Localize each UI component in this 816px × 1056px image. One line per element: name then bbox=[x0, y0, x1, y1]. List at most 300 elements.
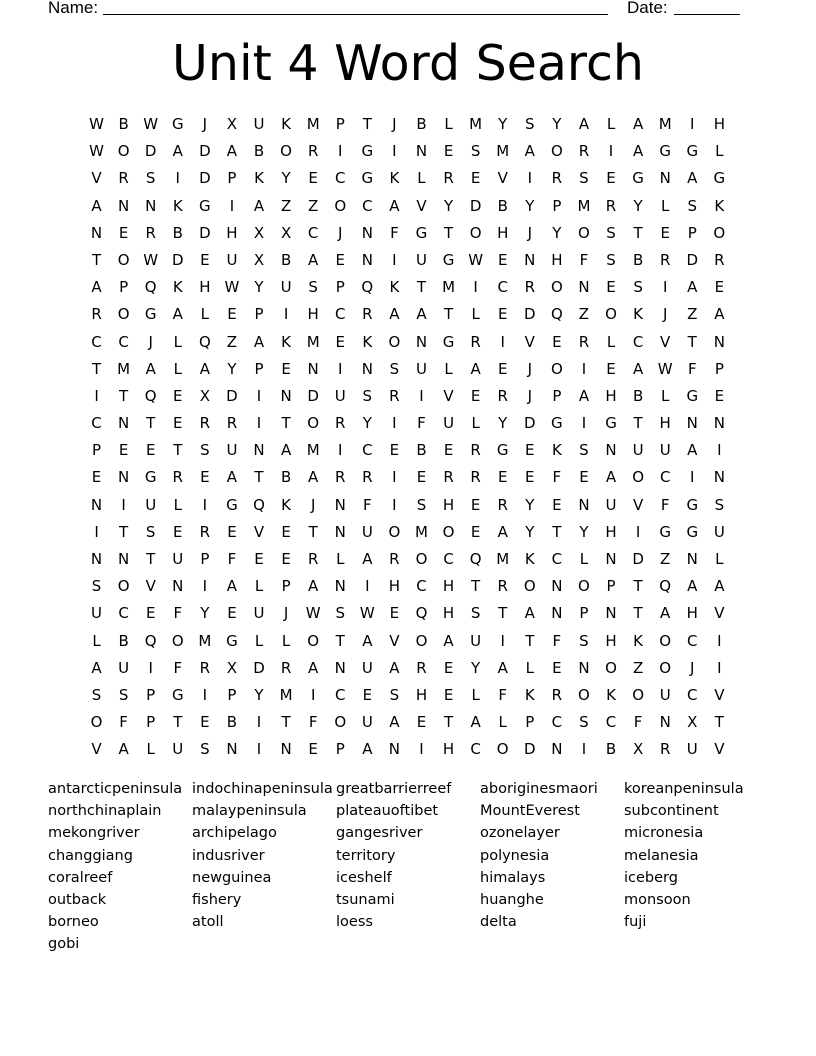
word-list bbox=[48, 778, 788, 956]
grid-letter: U bbox=[361, 522, 373, 541]
grid-letter: T bbox=[362, 115, 372, 133]
grid-letter: L bbox=[661, 196, 670, 215]
grid-letter: A bbox=[226, 142, 238, 161]
grid-letter: L bbox=[661, 386, 670, 405]
grid-letter: T bbox=[687, 332, 697, 351]
grid-letter: S bbox=[118, 685, 129, 704]
grid-letter: I bbox=[256, 414, 262, 433]
grid-letter: M bbox=[496, 142, 510, 161]
grid-letter: K bbox=[633, 305, 644, 324]
grid-letter: E bbox=[118, 441, 129, 460]
grid-letter: N bbox=[307, 359, 319, 378]
grid-letter: R bbox=[226, 414, 238, 433]
grid-letter: J bbox=[690, 658, 695, 677]
grid-letter: L bbox=[444, 115, 453, 133]
grid-letter: G bbox=[226, 631, 238, 650]
grid-letter: T bbox=[119, 522, 129, 541]
grid-letter: B bbox=[253, 142, 265, 161]
grid-letter: H bbox=[713, 115, 725, 133]
grid-letter: S bbox=[606, 250, 616, 269]
grid-letter: R bbox=[578, 332, 590, 351]
grid-letter: N bbox=[90, 495, 103, 514]
grid-letter: Q bbox=[659, 577, 672, 596]
grid-letter: R bbox=[362, 305, 373, 324]
word-list-item: archipelago bbox=[192, 825, 277, 842]
grid-letter: N bbox=[578, 495, 590, 514]
grid-letter: R bbox=[470, 468, 481, 487]
grid-row bbox=[83, 573, 733, 600]
grid-letter: S bbox=[579, 631, 589, 650]
grid-letter: Q bbox=[144, 631, 157, 650]
grid-letter: X bbox=[226, 658, 238, 677]
grid-letter: M bbox=[415, 522, 428, 541]
grid-letter: C bbox=[551, 713, 563, 732]
grid-letter: L bbox=[715, 550, 724, 568]
grid-letter: Y bbox=[254, 278, 264, 297]
grid-letter: I bbox=[608, 142, 614, 161]
word-list-item: melanesia bbox=[624, 847, 699, 864]
grid-letter: S bbox=[389, 359, 400, 378]
grid-letter: C bbox=[91, 414, 102, 433]
word-list-item: delta bbox=[480, 914, 517, 931]
grid-letter: F bbox=[552, 631, 562, 650]
grid-letter: K bbox=[281, 115, 291, 133]
grid-letter: A bbox=[389, 305, 400, 324]
grid-letter: L bbox=[254, 577, 264, 596]
grid-row bbox=[83, 464, 733, 491]
grid-letter: P bbox=[606, 577, 616, 596]
grid-letter: A bbox=[308, 658, 319, 677]
grid-letter: A bbox=[91, 196, 102, 215]
grid-letter: E bbox=[173, 414, 183, 433]
grid-letter: B bbox=[172, 223, 183, 242]
grid-letter: M bbox=[198, 631, 212, 650]
grid-letter: Z bbox=[687, 305, 698, 324]
grid-letter: C bbox=[659, 468, 671, 487]
grid-letter: A bbox=[172, 142, 183, 161]
grid-letter: C bbox=[416, 577, 427, 596]
grid-letter: R bbox=[199, 658, 211, 677]
grid-letter: F bbox=[363, 495, 372, 514]
grid-letter: H bbox=[551, 250, 563, 269]
grid-letter: I bbox=[581, 414, 587, 433]
grid-letter: H bbox=[497, 223, 509, 242]
grid-letter: W bbox=[657, 359, 673, 378]
grid-row bbox=[83, 138, 733, 165]
grid-letter: C bbox=[632, 332, 644, 351]
grid-letter: N bbox=[578, 658, 590, 677]
grid-letter: H bbox=[605, 386, 617, 405]
grid-letter: N bbox=[578, 278, 590, 297]
grid-letter: N bbox=[551, 604, 563, 623]
grid-letter: A bbox=[362, 740, 373, 759]
word-list-item: indochinapeninsula bbox=[192, 781, 333, 797]
grid-letter: A bbox=[118, 740, 129, 759]
grid-letter: S bbox=[470, 604, 481, 623]
grid-letter: E bbox=[497, 468, 508, 487]
grid-letter: U bbox=[226, 441, 238, 460]
grid-letter: S bbox=[145, 169, 156, 188]
grid-letter: O bbox=[496, 740, 509, 759]
grid-letter: R bbox=[118, 169, 129, 188]
grid-letter: R bbox=[335, 468, 346, 487]
grid-letter: N bbox=[118, 468, 130, 487]
grid-letter: R bbox=[714, 250, 725, 269]
grid-letter: V bbox=[660, 332, 671, 351]
grid-letter: E bbox=[497, 305, 508, 324]
grid-letter: L bbox=[471, 414, 480, 433]
grid-letter: L bbox=[525, 658, 534, 677]
name-field-line[interactable] bbox=[103, 14, 608, 15]
grid-letter: A bbox=[497, 658, 508, 677]
grid-row bbox=[83, 193, 733, 220]
grid-letter: I bbox=[392, 142, 397, 161]
word-list-item: fuji bbox=[624, 914, 647, 931]
word-list-item: atoll bbox=[192, 914, 224, 931]
grid-letter: O bbox=[307, 414, 320, 433]
grid-letter: L bbox=[579, 550, 589, 568]
grid-letter: C bbox=[118, 332, 129, 351]
grid-letter: X bbox=[632, 740, 644, 759]
grid-letter: B bbox=[280, 468, 292, 487]
grid-letter: W bbox=[359, 604, 375, 623]
grid-letter: I bbox=[581, 740, 587, 759]
grid-letter: J bbox=[202, 115, 208, 133]
grid-letter: Y bbox=[525, 196, 535, 215]
grid-letter: L bbox=[336, 550, 345, 568]
date-label: Date: bbox=[627, 0, 668, 17]
grid-letter: H bbox=[226, 223, 238, 242]
grid-letter: O bbox=[659, 631, 672, 650]
grid-letter: C bbox=[605, 713, 617, 732]
grid-letter: U bbox=[361, 713, 373, 732]
grid-letter: N bbox=[713, 468, 725, 487]
grid-letter: L bbox=[498, 713, 507, 732]
grid-letter: H bbox=[415, 685, 428, 704]
grid-letter: D bbox=[171, 250, 184, 269]
grid-letter: P bbox=[227, 685, 237, 704]
grid-letter: S bbox=[687, 196, 698, 215]
grid-letter: L bbox=[606, 332, 616, 351]
grid-row bbox=[83, 220, 733, 247]
grid-letter: R bbox=[497, 386, 508, 405]
grid-letter: U bbox=[172, 550, 184, 568]
word-list-item: loess bbox=[336, 914, 373, 931]
grid-letter: I bbox=[392, 414, 397, 433]
grid-letter: G bbox=[171, 685, 184, 704]
grid-letter: P bbox=[200, 550, 210, 568]
grid-letter: I bbox=[473, 278, 478, 297]
grid-letter: N bbox=[361, 223, 373, 242]
grid-letter: Q bbox=[144, 278, 157, 297]
grid-letter: U bbox=[415, 359, 427, 378]
grid-letter: N bbox=[415, 142, 428, 161]
grid-letter: L bbox=[200, 305, 210, 324]
grid-letter: D bbox=[524, 740, 536, 759]
grid-letter: P bbox=[687, 223, 697, 242]
grid-letter: A bbox=[280, 441, 292, 460]
grid-letter: R bbox=[470, 332, 481, 351]
word-list-item: aboriginesmaori bbox=[480, 781, 598, 797]
grid-row bbox=[83, 329, 733, 356]
grid-letter: S bbox=[91, 577, 102, 596]
grid-letter: K bbox=[714, 196, 725, 215]
grid-row bbox=[83, 709, 733, 736]
grid-letter: R bbox=[470, 441, 481, 460]
grid-letter: K bbox=[551, 441, 562, 460]
grid-row bbox=[83, 655, 733, 682]
grid-letter: E bbox=[389, 441, 400, 460]
grid-letter: D bbox=[307, 386, 319, 405]
grid-letter: V bbox=[714, 685, 725, 704]
grid-letter: V bbox=[416, 196, 427, 215]
grid-row bbox=[83, 274, 733, 301]
grid-letter: X bbox=[280, 223, 292, 242]
grid-letter: T bbox=[471, 577, 481, 596]
grid-letter: F bbox=[552, 468, 562, 487]
grid-letter: A bbox=[687, 278, 698, 297]
grid-letter: G bbox=[415, 223, 428, 242]
word-list-item: gangesriver bbox=[336, 825, 423, 842]
grid-letter: E bbox=[200, 713, 210, 732]
grid-letter: T bbox=[91, 250, 102, 269]
grid-letter: I bbox=[94, 522, 99, 541]
grid-row bbox=[83, 165, 733, 192]
grid-letter: D bbox=[524, 414, 536, 433]
grid-letter: E bbox=[308, 169, 318, 188]
grid-letter: V bbox=[145, 577, 156, 596]
grid-letter: B bbox=[605, 740, 617, 759]
grid-letter: J bbox=[338, 223, 343, 242]
grid-letter: N bbox=[90, 223, 103, 242]
grid-letter: S bbox=[606, 223, 616, 242]
grid-letter: P bbox=[146, 713, 156, 732]
word-list-item: coralreef bbox=[48, 869, 113, 886]
grid-letter: E bbox=[552, 495, 562, 514]
grid-letter: D bbox=[199, 169, 211, 188]
grid-letter: G bbox=[171, 115, 184, 133]
word-list-item: iceshelf bbox=[336, 869, 392, 886]
grid-letter: E bbox=[443, 441, 454, 460]
grid-letter: K bbox=[172, 278, 183, 297]
grid-letter: O bbox=[632, 468, 644, 487]
grid-letter: A bbox=[389, 713, 400, 732]
grid-letter: U bbox=[605, 495, 617, 514]
grid-letter: N bbox=[172, 577, 184, 596]
grid-letter: P bbox=[119, 278, 129, 297]
grid-letter: I bbox=[338, 441, 343, 460]
grid-letter: F bbox=[173, 658, 183, 677]
grid-letter: K bbox=[633, 631, 644, 650]
word-list-item: himalays bbox=[480, 869, 546, 886]
grid-letter: O bbox=[550, 359, 563, 378]
grid-letter: A bbox=[389, 196, 400, 215]
grid-letter: R bbox=[443, 169, 454, 188]
grid-letter: Z bbox=[660, 550, 671, 568]
grid-letter: E bbox=[579, 468, 589, 487]
grid-letter: E bbox=[281, 522, 291, 541]
grid-letter: U bbox=[470, 631, 482, 650]
grid-letter: R bbox=[497, 495, 508, 514]
grid-letter: A bbox=[226, 577, 238, 596]
grid-letter: N bbox=[118, 414, 130, 433]
grid-letter: O bbox=[442, 522, 455, 541]
grid-letter: B bbox=[632, 386, 644, 405]
grid-letter: A bbox=[660, 604, 671, 623]
grid-letter: Y bbox=[633, 196, 643, 215]
grid-letter: D bbox=[469, 196, 482, 215]
grid-letter: Y bbox=[498, 115, 508, 133]
grid-letter: Y bbox=[281, 169, 291, 188]
grid-letter: V bbox=[91, 169, 102, 188]
grid-letter: F bbox=[390, 223, 399, 242]
grid-letter: E bbox=[308, 740, 318, 759]
grid-letter: G bbox=[442, 332, 455, 351]
grid-letter: I bbox=[419, 740, 424, 759]
grid-letter: L bbox=[444, 359, 453, 378]
grid-letter: N bbox=[659, 713, 671, 732]
word-list-item: micronesia bbox=[624, 825, 704, 842]
grid-letter: D bbox=[524, 305, 536, 324]
grid-letter: E bbox=[145, 604, 156, 623]
grid-letter: T bbox=[552, 522, 562, 541]
grid-letter: N bbox=[551, 577, 563, 596]
grid-letter: K bbox=[524, 550, 535, 568]
grid-letter: H bbox=[605, 522, 617, 541]
grid-letter: A bbox=[687, 169, 698, 188]
grid-letter: P bbox=[227, 169, 237, 188]
grid-letter: U bbox=[632, 441, 644, 460]
grid-letter: C bbox=[362, 441, 373, 460]
grid-letter: G bbox=[144, 468, 157, 487]
grid-letter: N bbox=[118, 196, 130, 215]
grid-row bbox=[83, 383, 733, 410]
grid-letter: E bbox=[497, 250, 508, 269]
grid-letter: C bbox=[307, 223, 319, 242]
grid-letter: A bbox=[605, 468, 617, 487]
grid-letter: D bbox=[199, 142, 211, 161]
grid-letter: S bbox=[145, 522, 156, 541]
grid-letter: E bbox=[200, 250, 210, 269]
grid-letter: J bbox=[527, 223, 532, 242]
grid-letter: P bbox=[579, 604, 589, 623]
grid-letter: E bbox=[606, 169, 616, 188]
date-field-line[interactable] bbox=[674, 14, 740, 15]
grid-letter: X bbox=[199, 386, 210, 405]
grid-letter: S bbox=[335, 604, 345, 623]
grid-letter: I bbox=[581, 359, 587, 378]
grid-letter: I bbox=[392, 250, 397, 269]
grid-row bbox=[83, 736, 733, 763]
grid-letter: M bbox=[306, 115, 320, 133]
grid-letter: O bbox=[171, 631, 184, 650]
grid-letter: G bbox=[226, 495, 238, 514]
grid-letter: T bbox=[443, 223, 454, 242]
grid-letter: S bbox=[579, 169, 589, 188]
grid-letter: N bbox=[659, 169, 671, 188]
grid-letter: O bbox=[90, 713, 103, 732]
grid-letter: E bbox=[254, 550, 264, 568]
grid-letter: T bbox=[335, 631, 345, 650]
grid-letter: I bbox=[121, 495, 126, 514]
grid-row bbox=[83, 628, 733, 655]
grid-letter: L bbox=[173, 359, 182, 378]
grid-letter: P bbox=[552, 386, 562, 405]
grid-letter: N bbox=[280, 386, 292, 405]
grid-letter: A bbox=[524, 604, 535, 623]
grid-letter: H bbox=[442, 577, 455, 596]
grid-letter: E bbox=[281, 550, 291, 568]
grid-letter: U bbox=[659, 441, 671, 460]
grid-letter: W bbox=[89, 142, 104, 161]
grid-letter: A bbox=[470, 713, 481, 732]
grid-letter: T bbox=[443, 713, 454, 732]
grid-letter: D bbox=[686, 250, 699, 269]
grid-letter: S bbox=[525, 115, 535, 133]
grid-letter: L bbox=[173, 332, 182, 351]
grid-letter: G bbox=[361, 142, 374, 161]
grid-letter: L bbox=[173, 495, 182, 514]
grid-letter: I bbox=[229, 196, 235, 215]
grid-letter: P bbox=[335, 740, 345, 759]
grid-letter: A bbox=[578, 115, 590, 133]
grid-letter: C bbox=[443, 550, 454, 568]
grid-letter: X bbox=[687, 713, 698, 732]
grid-letter: G bbox=[605, 414, 617, 433]
grid-letter: P bbox=[281, 577, 291, 596]
grid-letter: P bbox=[714, 359, 724, 378]
grid-letter: B bbox=[632, 250, 644, 269]
grid-letter: I bbox=[690, 115, 695, 133]
grid-letter: U bbox=[443, 414, 455, 433]
grid-letter: U bbox=[334, 386, 346, 405]
grid-letter: X bbox=[226, 115, 238, 133]
grid-letter: S bbox=[714, 495, 725, 514]
grid-letter: X bbox=[253, 250, 265, 269]
grid-letter: W bbox=[143, 115, 159, 133]
grid-letter: O bbox=[523, 577, 536, 596]
grid-row bbox=[83, 600, 733, 627]
grid-letter: L bbox=[146, 740, 155, 759]
grid-letter: S bbox=[470, 142, 481, 161]
grid-letter: M bbox=[117, 359, 131, 378]
grid-letter: V bbox=[714, 740, 725, 759]
grid-letter: R bbox=[199, 414, 211, 433]
grid-letter: V bbox=[632, 495, 644, 514]
grid-letter: N bbox=[90, 550, 103, 568]
grid-letter: V bbox=[714, 604, 725, 623]
grid-letter: T bbox=[173, 713, 183, 732]
grid-letter: A bbox=[308, 250, 319, 269]
grid-letter: A bbox=[687, 441, 698, 460]
grid-letter: T bbox=[146, 550, 156, 568]
grid-letter: N bbox=[388, 740, 401, 759]
grid-letter: R bbox=[362, 468, 373, 487]
grid-letter: E bbox=[552, 332, 562, 351]
grid-letter: E bbox=[335, 250, 345, 269]
word-list-item: monsoon bbox=[624, 891, 691, 908]
grid-letter: A bbox=[91, 658, 102, 677]
grid-letter: D bbox=[144, 142, 157, 161]
grid-letter: R bbox=[524, 278, 535, 297]
grid-letter: R bbox=[335, 414, 346, 433]
word-list-item: MountEverest bbox=[480, 803, 580, 820]
grid-letter: G bbox=[496, 441, 509, 460]
grid-letter: T bbox=[173, 441, 183, 460]
grid-letter: E bbox=[200, 468, 210, 487]
grid-letter: C bbox=[470, 740, 481, 759]
grid-letter: B bbox=[118, 631, 129, 650]
